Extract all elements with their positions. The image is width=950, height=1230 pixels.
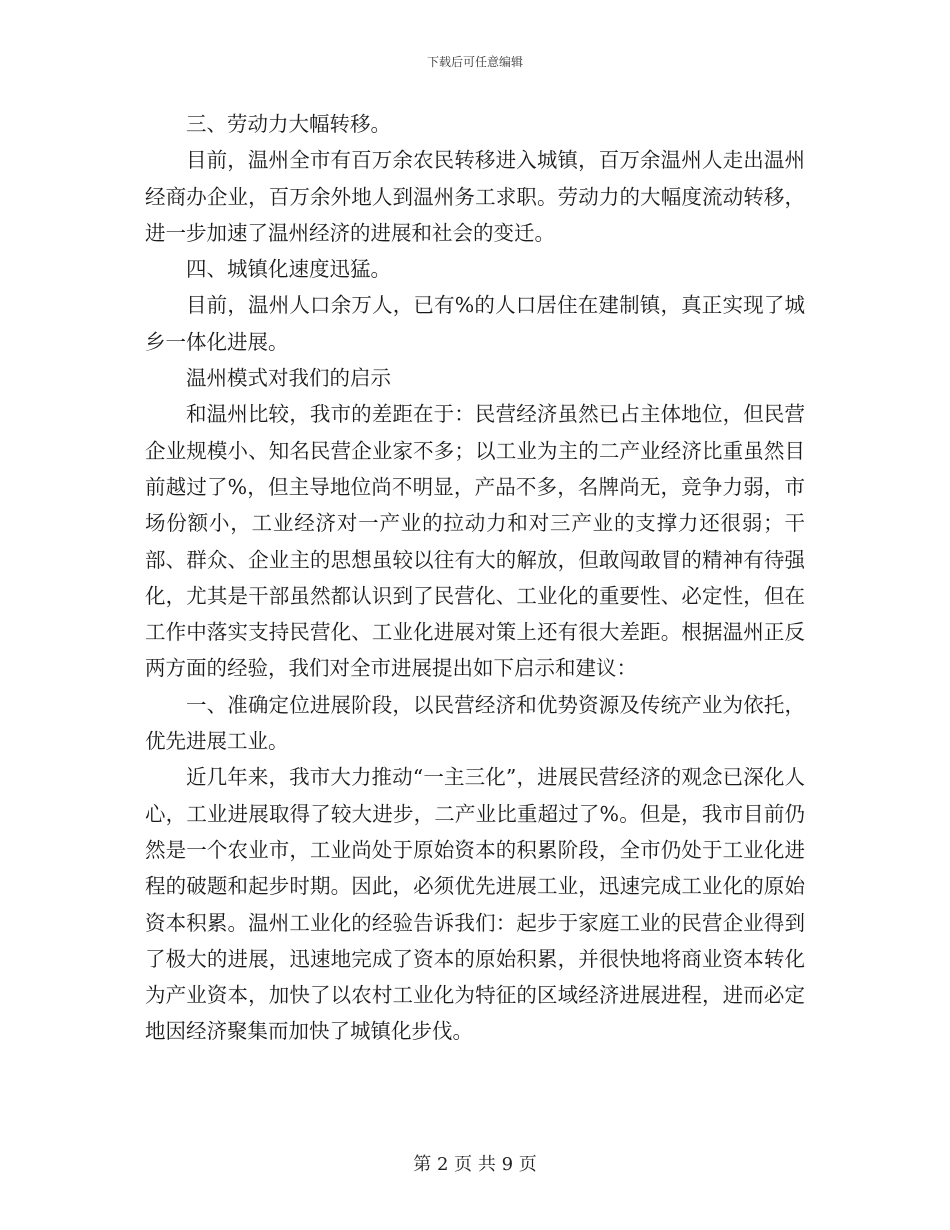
- section-title-lessons: 温州模式对我们的启示: [186, 366, 391, 391]
- page-number: 第 2 页 共 9 页: [413, 1154, 537, 1175]
- body-paragraph: 近几年来，我市大力推动“一主三化”，进展民营经济的观念已深化人心，工业进展取得了较大进步，二产业比重超过了%。但是，我市目前仍然是一个农业市，工业尚处于原始资本的积累阶段，全市仍处于工业化进程的破题和起步时期。因此，必须优先进展工业，迅速完成工业化的原始资本积累。温州工业化的经验告诉我们：起步于家庭工业的民营企业得到了极大的进展，迅速地完成了资本的原始积累，并很快地将商业资本转化为产业资本，加快了以农村工业化为特征的区域经济进展进程，进而必定地因经济聚集而加快了城镇化步伐。: [145, 765, 805, 1044]
- document-body: [145, 106, 805, 1050]
- recommendation-heading-1: 一、准确定位进展阶段，以民营经济和优势资源及传统产业为依托，优先进展工业。: [145, 692, 805, 754]
- body-paragraph: 和温州比较，我市的差距在于：民营经济虽然已占主体地位，但民营企业规模小、知名民营企业家不多；以工业为主的二产业经济比重虽然目前越过了%，但主导地位尚不明显，产品不多，名牌尚无，竞争力弱，市场份额小，工业经济对一产业的拉动力和对三产业的支撑力还很弱；干部、群众、企业主的思想虽较以往有大的解放，但敢闯敢冒的精神有待强化，尤其是干部虽然都认识到了民营化、工业化的重要性、必定性，但在工作中落实支持民营化、工业化进展对策上还有很大差距。根据温州正反两方面的经验，我们对全市进展提出如下启示和建议：: [145, 402, 805, 681]
- page-header-note: 下载后可任意编辑: [426, 55, 523, 69]
- body-paragraph: 目前，温州人口余万人，已有%的人口居住在建制镇，真正实现了城乡一体化进展。: [145, 293, 805, 354]
- section-heading-4: 四、城镇化速度迅猛。: [186, 257, 391, 282]
- section-heading-3: 三、劳动力大幅转移。: [186, 112, 391, 136]
- body-paragraph: 目前，温州全市有百万余农民转移进入城镇，百万余温州人走出温州经商办企业，百万余外地人到温州务工求职。劳动力的大幅度流动转移，进一步加速了温州经济的进展和社会的变迁。: [145, 148, 805, 245]
